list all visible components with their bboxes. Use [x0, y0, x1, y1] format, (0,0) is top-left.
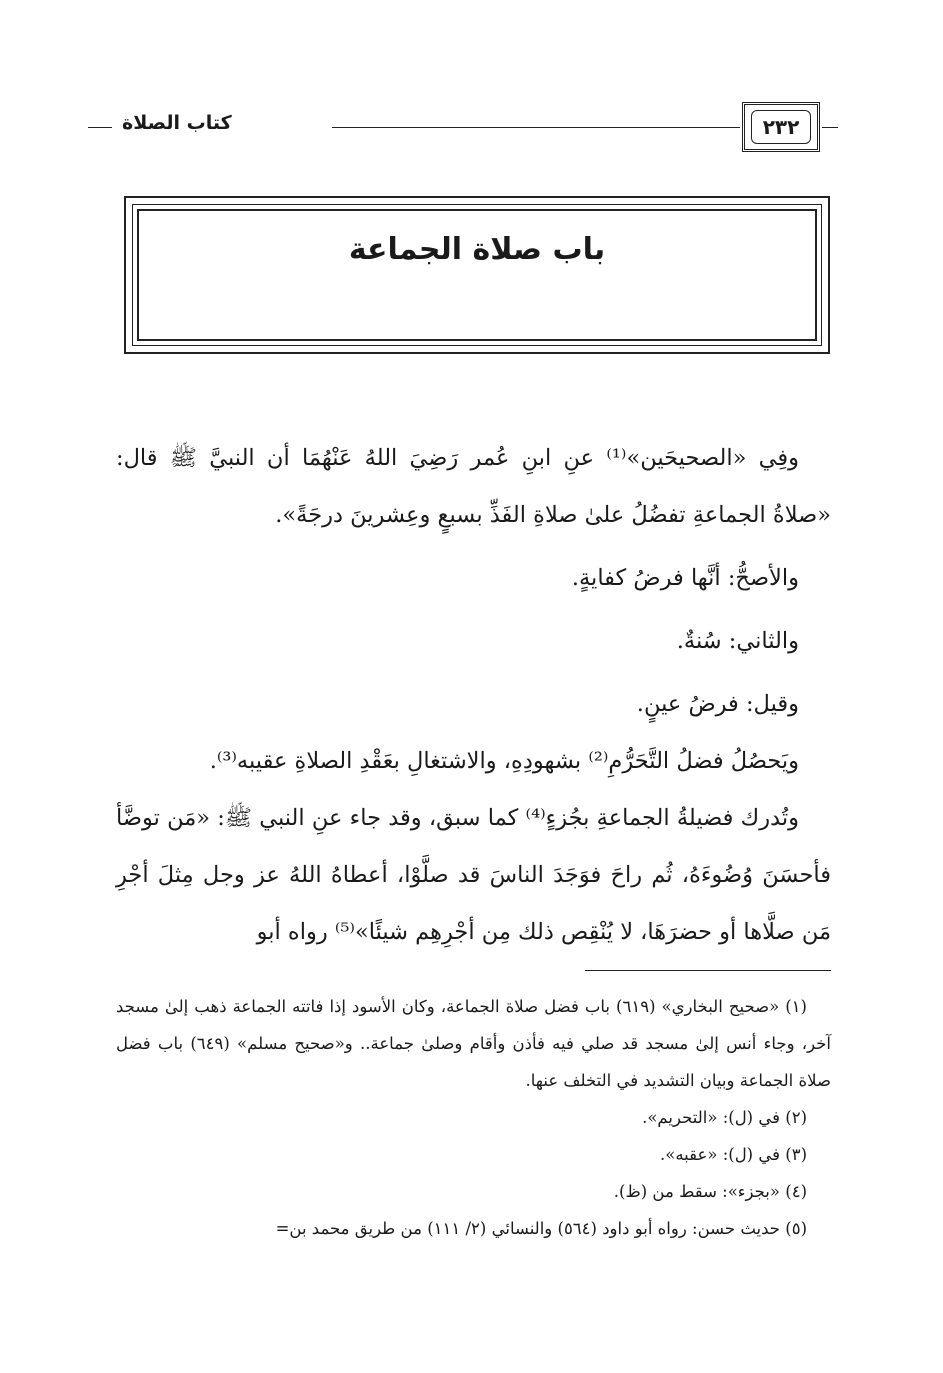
paragraph: وتُدرك فضيلةُ الجماعةِ بجُزءٍ⁽⁴⁾ كما سبق، وقد جاء عنِ النبي ﷺ: «مَن توضَّأ فأحسَنَ وُضُوءَهُ، ثُم راحَ فوَجَدَ الناسَ قد صلَّوْا، أعطاهُ اللهُ عز وجل مِثلَ أجْرِ مَن صلَّاها أو حضرَهَا، لا يُنْقِص ذلك مِن أجْرِهِم شيئًا»⁽⁵⁾ رواه أبو [116, 805, 831, 945]
paragraph: والثاني: سُنةٌ. [676, 628, 799, 654]
paragraph: وفِي «الصحيحَين»⁽¹⁾ عنِ ابنِ عُمر رَضِيَ اللهُ عَنْهُمَا أن النبيَّ ﷺ قال: «صلاةُ الجماعةِ تفضُلُ علىٰ صلاةِ الفَذِّ بسبعٍ وعِشرينَ درجَةً». [116, 445, 831, 528]
header-rule [88, 127, 112, 128]
page-number-frame [742, 102, 820, 152]
paragraph: وقيل: فرضُ عينٍ. [636, 691, 799, 717]
footnote: (١) «صحيح البخاري» (٦١٩) باب فضل صلاة الجماعة، وكان الأسود إذا فاتته الجماعة ذهب إلىٰ مسجد آخر، وجاء أنس إلىٰ مسجد قد صلي فيه فأذن وأقام وصلىٰ جماعة.. و«صحيح مسلم» (٦٤٩) باب فضل صلاة الجماعة وبيان التشديد في التخلف عنها. [116, 997, 831, 1090]
running-header [88, 100, 838, 158]
footnote-separator [585, 970, 831, 971]
page-number: ٢٣٢ [751, 110, 811, 144]
chapter-title: باب صلاة الجماعة [348, 232, 606, 267]
footnote: (٤) «بجزء»: سقط من (ظ). [613, 1182, 807, 1201]
footnote: (٢) في (ل): «التحريم». [642, 1108, 807, 1127]
footnotes [116, 988, 831, 1247]
paragraph: والأصحُّ: أنَّها فرضُ كفايةٍ. [571, 565, 799, 591]
header-rule [822, 127, 838, 128]
chapter-title-frame [124, 196, 830, 354]
footnote: (٣) في (ل): «عقبه». [660, 1145, 807, 1164]
footnote: (٥) حديث حسن: رواه أبو داود (٥٦٤) والنسائي (٢/ ١١١) من طريق محمد بن= [275, 1219, 807, 1238]
body-text [116, 430, 831, 961]
running-title: كتاب الصلاة [122, 112, 232, 134]
paragraph: ويَحصُلُ فضلُ التَّحَرُّمِ⁽²⁾ بشهودِهِ، والاشتغالِ بعَقْدِ الصلاةِ عقيبه⁽³⁾. [209, 748, 799, 774]
header-rule [332, 127, 740, 128]
